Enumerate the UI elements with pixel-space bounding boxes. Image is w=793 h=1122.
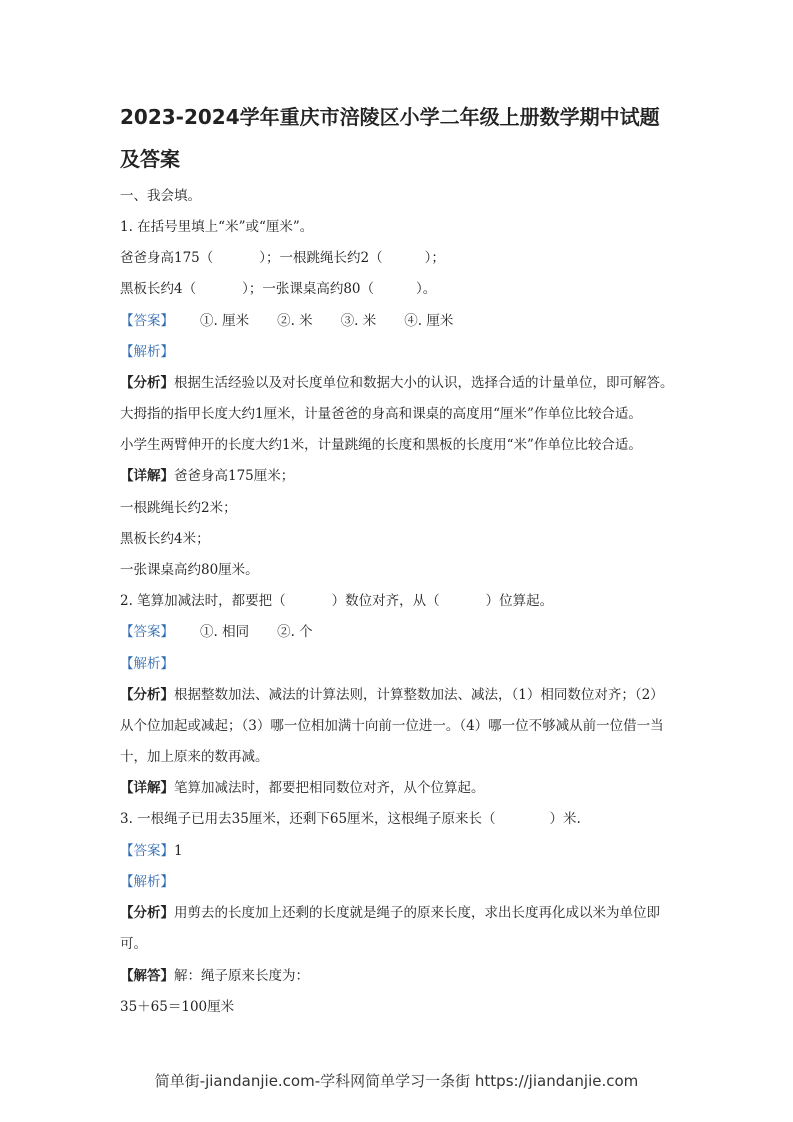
q3-question-part1: 3. 一根绳子已用去35厘米，还剩下65厘米，这根绳子原来长（: [120, 811, 496, 827]
q1-line-a-part1: 爸爸身高175（: [120, 250, 214, 266]
q1-line-b: [120, 279, 436, 299]
q3-fenxi-1: [120, 903, 660, 923]
fenxi-tag: 【分析】: [120, 687, 174, 703]
q1-fenxi-3: 小学生两臂伸开的长度大约1米，计量跳绳的长度和黑板的长度用“米”作单位比较合适。: [120, 437, 642, 453]
page-footer: 简单街-jiandanjie.com-学科网简单学习一条街 https://jiandanjie.com: [154, 1072, 639, 1090]
q2-question-part3: ）位算起。: [485, 593, 554, 609]
q1-line-a: [120, 248, 445, 268]
q3-jieda-1: [120, 966, 309, 986]
q1-fenxi-text-1: 根据生活经验以及对长度单位和数据大小的认识，选择合适的计量单位，即可解答。: [174, 375, 674, 391]
q1-analysis-tag: 【解析】: [120, 344, 174, 360]
q1-fenxi-1: [120, 373, 674, 393]
q1-line-a-part3: ）；: [424, 250, 445, 266]
q2-fenxi-text-1: 根据整数加法、减法的计算法则，计算整数加法、减法，（1）相同数位对齐；（2）: [174, 687, 664, 703]
q2-question: [120, 591, 553, 611]
q1-line-b-part2: ）；一张课桌高约80（: [242, 281, 375, 297]
q1-answer-2: ②. 米: [277, 313, 313, 329]
page-title-line1: 2023-2024学年重庆市涪陵区小学二年级上册数学期中试题: [120, 105, 660, 129]
q1-answer-3: ③. 米: [340, 313, 377, 329]
q3-analysis-tag: 【解析】: [120, 874, 174, 890]
q3-question-part2: ）米.: [549, 811, 581, 827]
q2-question-part1: 2. 笔算加减法时，都要把（: [120, 593, 286, 609]
q2-answer-row: [120, 622, 313, 642]
q2-xiangjie-text-1: 笔算加减法时，都要把相同数位对齐，从个位算起。: [174, 780, 485, 796]
page-title-line2: 及答案: [120, 147, 180, 171]
xiangjie-tag: 【详解】: [120, 780, 174, 796]
q3-fenxi-2: 可。: [120, 936, 147, 952]
q1-xiangjie-1: [120, 466, 294, 486]
xiangjie-tag: 【详解】: [120, 468, 174, 484]
q2-analysis-tag: 【解析】: [120, 656, 174, 672]
q1-line-b-part3: ）。: [416, 281, 437, 297]
answer-tag: 【答案】: [120, 624, 174, 640]
q2-xiangjie-1: [120, 778, 485, 798]
q1-answer-row: [120, 311, 453, 331]
q1-line-b-part1: 黑板长约4（: [120, 281, 197, 297]
jieda-tag: 【解答】: [120, 968, 174, 984]
q3-jieda-text-1: 解：绳子原来长度为：: [174, 968, 309, 984]
answer-tag: 【答案】: [120, 313, 174, 329]
q2-fenxi-2: 从个位加起或减起；（3）哪一位相加满十向前一位进一。（4）哪一位不够减从前一位借一当: [120, 718, 664, 734]
q1-fenxi-2: 大拇指的指甲长度大约1厘米，计量爸爸的身高和课桌的高度用“厘米”作单位比较合适。: [120, 406, 642, 422]
q1-answer-1: ①. 厘米: [200, 313, 250, 329]
fenxi-tag: 【分析】: [120, 375, 174, 391]
q3-fenxi-text-1: 用剪去的长度加上还剩的长度就是绳子的原来长度，求出长度再化成以米为单位即: [174, 905, 660, 921]
q3-answer: 1: [174, 843, 183, 859]
q2-question-part2: ）数位对齐，从（: [331, 593, 440, 609]
q2-fenxi-1: [120, 685, 664, 705]
q3-question: [120, 809, 581, 829]
q2-fenxi-3: 十，加上原来的数再减。: [120, 749, 269, 765]
q1-xiangjie-text-1: 爸爸身高175厘米；: [174, 468, 295, 484]
q3-jieda-2: 35＋65＝100厘米: [120, 999, 235, 1015]
q1-line-a-part2: ）；一根跳绳长约2（: [259, 250, 383, 266]
answer-tag: 【答案】: [120, 843, 174, 859]
q1-xiangjie-4: 一张课桌高约80厘米。: [120, 562, 259, 578]
section-heading: 一、我会填。: [120, 188, 201, 204]
q1-xiangjie-3: 黑板长约4米；: [120, 531, 210, 547]
q2-answer-1: ①. 相同: [200, 624, 250, 640]
fenxi-tag: 【分析】: [120, 905, 174, 921]
q3-answer-row: [120, 841, 183, 861]
q2-answer-2: ②. 个: [277, 624, 313, 640]
q1-answer-4: ④. 厘米: [404, 313, 454, 329]
q1-xiangjie-2: 一根跳绳长约2米；: [120, 500, 237, 516]
q1-question: 1. 在括号里填上“米”或“厘米”。: [120, 219, 314, 235]
